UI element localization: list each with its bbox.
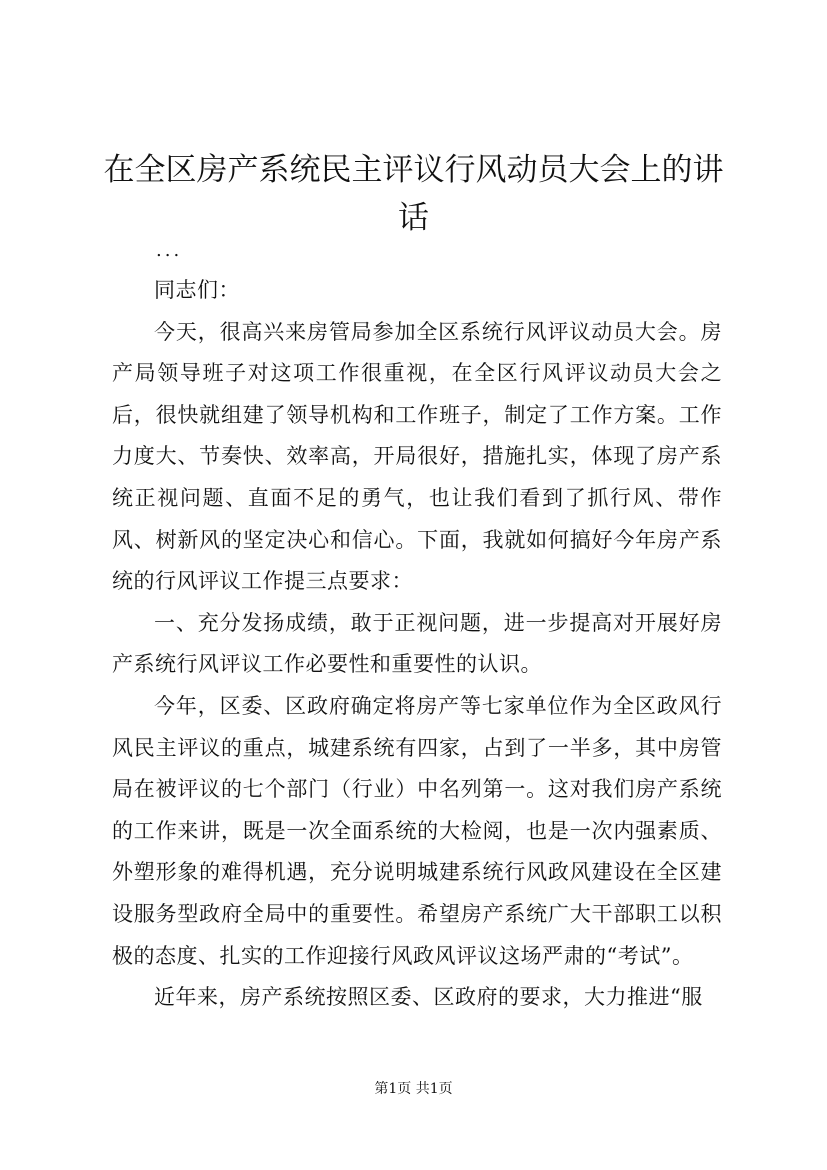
document-body — [112, 240, 722, 1019]
paragraph-point-one: 一、充分发扬成绩，敢于正视问题，进一步提高对开展好房产系统行风评议工作必要性和重要性的认识。 — [112, 610, 722, 677]
greeting: 同志们： — [154, 278, 240, 302]
paragraph-intro: 今天，很高兴来房管局参加全区系统行风评议动员大会。房产局领导班子对这项工作很重视，在全区行风评议动员大会之后，很快就组建了领导机构和工作班子，制定了工作方案。工作力度大、节奏快、效率高，开局很好，措施扎实，体现了房产系统正视问题、直面不足的勇气，也让我们看到了抓行风、带作风、树新风的坚定决心和信心。下面，我就如何搞好今年房产系统的行风评议工作提三点要求： — [112, 319, 722, 594]
document-title: 在全区房产系统民主评议行风动员大会上的讲话 — [103, 152, 724, 236]
paragraph-this-year: 今年，区委、区政府确定将房产等七家单位作为全区政风行风民主评议的重点，城建系统有四家，占到了一半多，其中房管局在被评议的七个部门（行业）中名列第一。这对我们房产系统的工作来讲，既是一次全面系统的大检阅，也是一次内强素质、外塑形象的难得机遇，充分说明城建系统行风政风建设在全区建设服务型政府全局中的重要性。希望房产系统广大干部职工以积极的态度、扎实的工作迎接行风政风评议这场严肃的“考试”。 — [112, 693, 722, 968]
paragraph-recent-years: 近年来，房产系统按照区委、区政府的要求，大力推进“服 — [154, 985, 703, 1010]
page-footer: 第1页 共1页 — [374, 1081, 453, 1097]
ellipsis-marker: ... — [156, 240, 183, 261]
